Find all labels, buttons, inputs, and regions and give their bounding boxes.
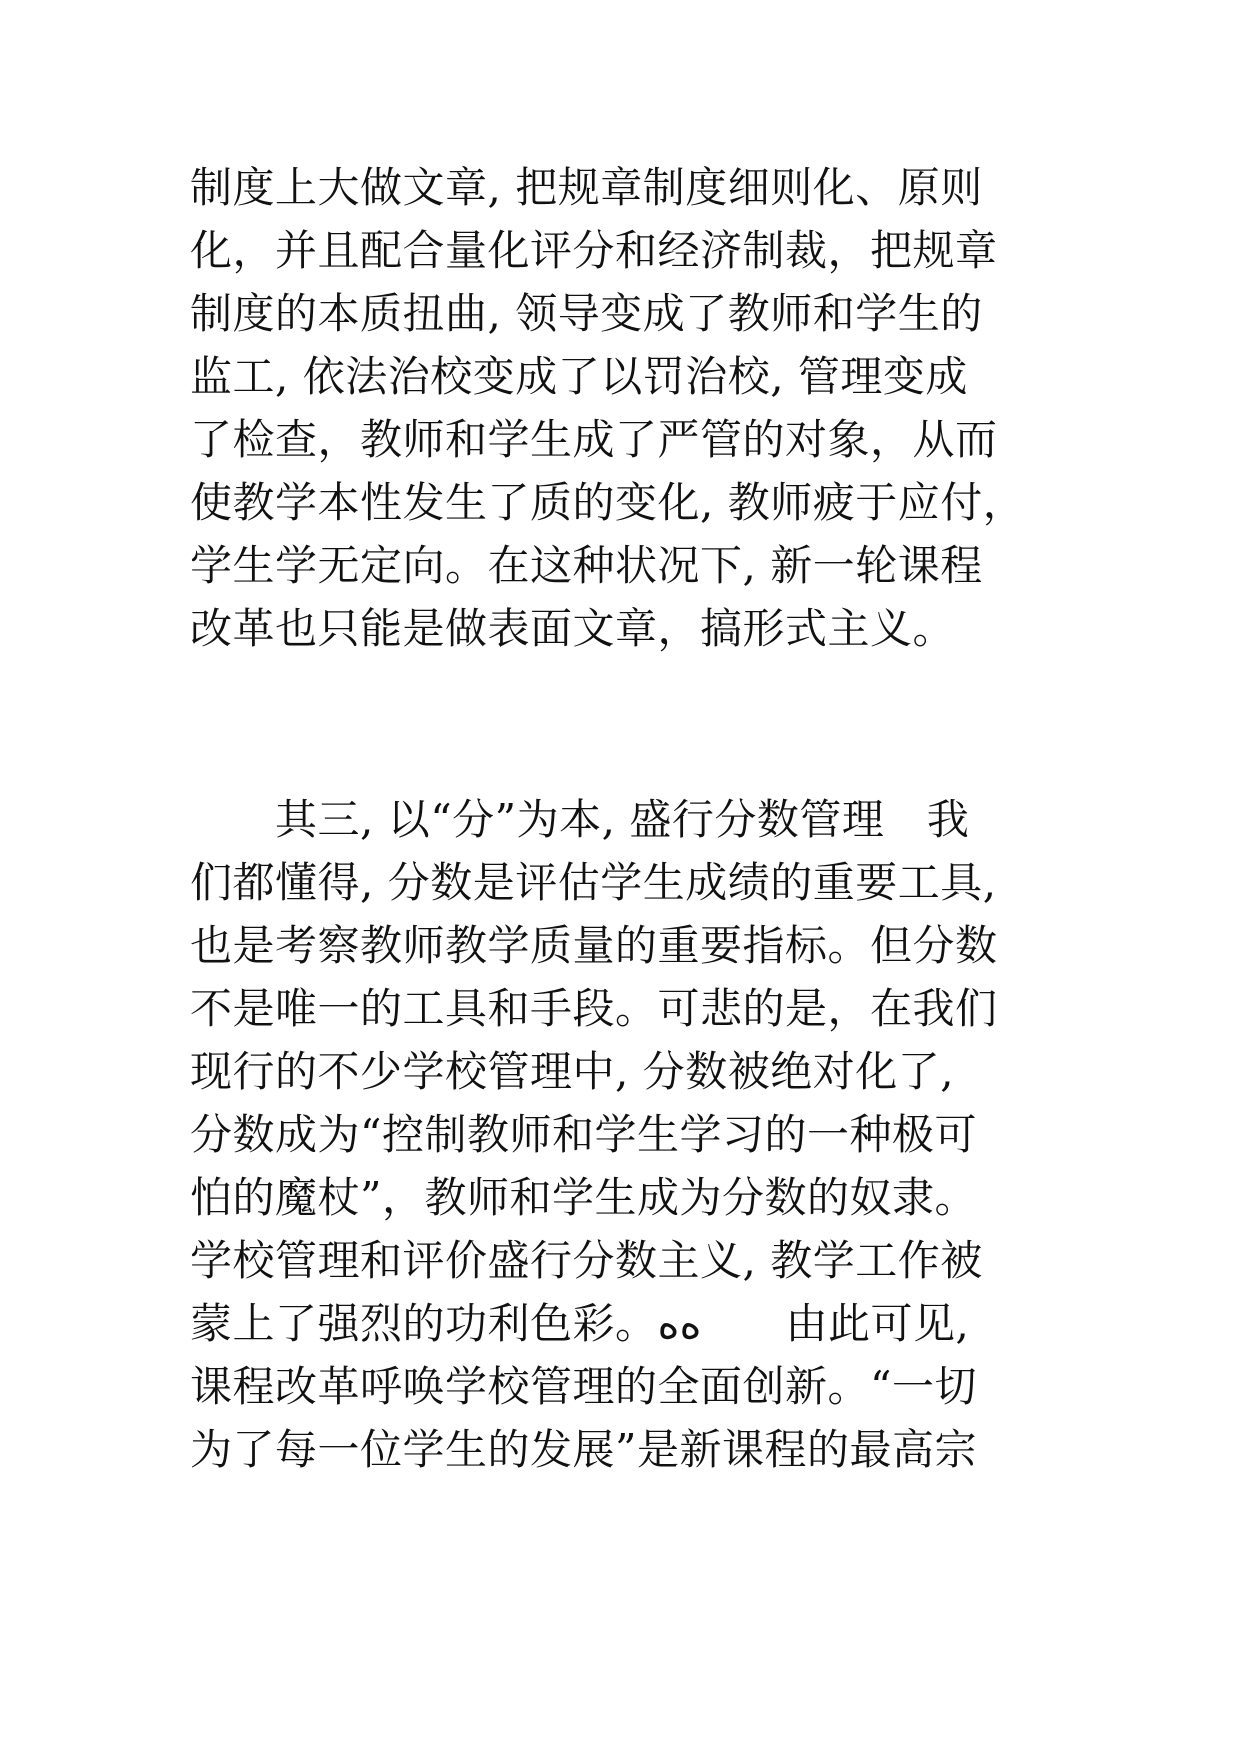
text-line: 了检查，教师和学生成了严管的对象，从而: [190, 415, 998, 464]
text-line: 使教学本性发生了质的变化, 教师疲于应付，: [190, 478, 1026, 527]
text-line: 学校管理和评价盛行分数主义, 教学工作被: [190, 1236, 983, 1285]
text-line: 学生学无定向。在这种状况下, 新一轮课程: [190, 541, 983, 590]
text-line: 课程改革呼唤学校管理的全面创新。“一切: [190, 1362, 977, 1411]
text-line: 蒙上了强烈的功利色彩。ﻩﻩ 由此可见,: [190, 1299, 970, 1348]
text-line: 监工, 依法治校变成了以罚治校, 管理变成: [190, 352, 968, 401]
text-line: 为了每一位学生的发展”是新课程的最高宗: [190, 1425, 977, 1474]
text-line: 其三, 以“分”为本, 盛行分数管理 我: [190, 795, 970, 844]
text-line: 分数成为“控制教师和学生学习的一种极可: [190, 1110, 977, 1159]
text-line: 不是唯一的工具和手段。可悲的是，在我们: [190, 984, 998, 1033]
text-line: 怕的魔杖”，教师和学生成为分数的奴隶。: [190, 1173, 977, 1222]
text-line: 制度上大做文章, 把规章制度细则化、原则: [190, 163, 983, 212]
text-line: 也是考察教师教学质量的重要指标。但分数: [190, 921, 998, 970]
text-line: 制度的本质扭曲, 领导变成了教师和学生的: [190, 289, 983, 338]
text-line: 改革也只能是做表面文章，搞形式主义。: [190, 604, 956, 653]
text-line: 们都懂得, 分数是评估学生成绩的重要工具,: [190, 858, 997, 907]
text-line: 现行的不少学校管理中, 分数被绝对化了,: [190, 1047, 955, 1096]
text-line: 化，并且配合量化评分和经济制裁，把规章: [190, 226, 998, 275]
